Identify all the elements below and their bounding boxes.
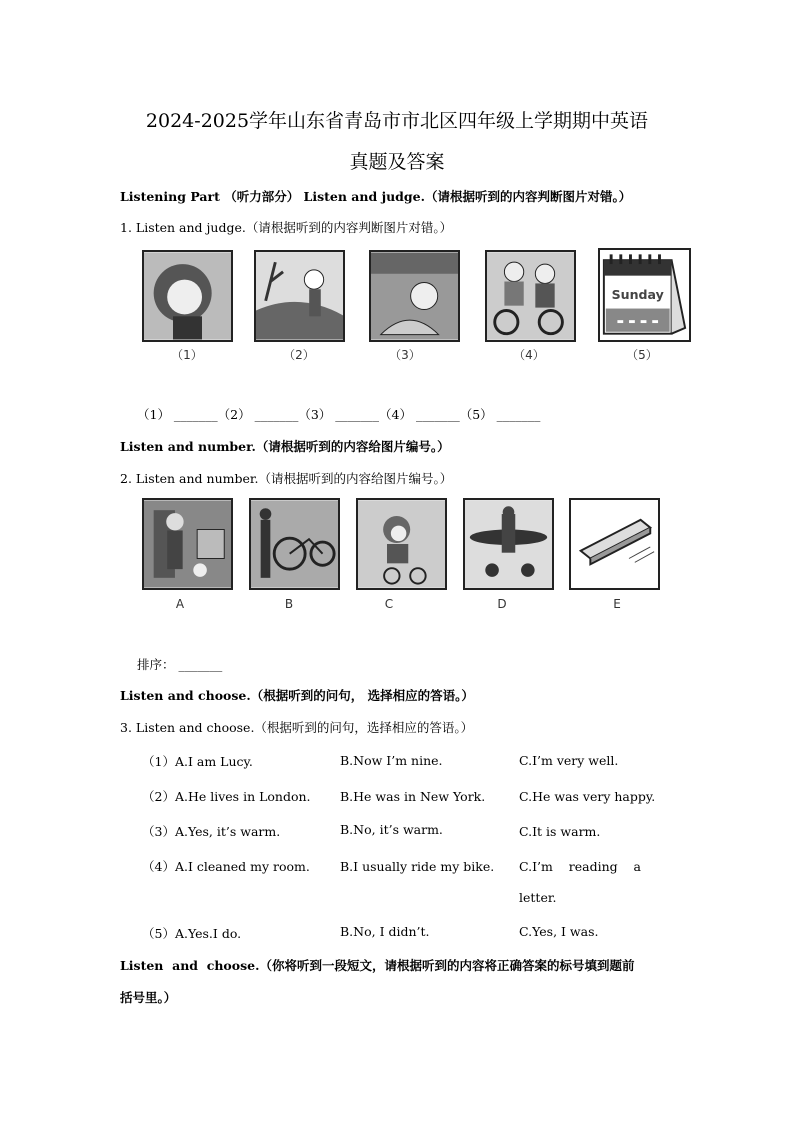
q1-answer-blanks: （1） _______（2） _______（3） _______（4） _______（5） _______ [137,407,541,422]
q2-prompt: 2. Listen and number.（请根据听到的内容给图片编号。） [120,471,453,486]
title-line-2: 真题及答案 [349,151,445,173]
q2-picture-c [356,498,447,590]
q2-label-b: B [284,597,294,611]
q3-row1-option-b: B.Now I’m nine. [340,753,443,768]
q2-picture-b [249,498,340,590]
q2-label-a: A [175,597,185,611]
q3-row4-option-c-continued: letter. [519,890,557,905]
q2-label-c: C [384,597,394,611]
q1-picture-5-calendar [598,248,691,342]
q1-picture-1 [142,250,233,342]
q1-label-1: （1） [171,348,203,362]
q3-row4-option-b: B.I usually ride my bike. [340,859,495,874]
q3-prompt: 3. Listen and choose.（根据听到的问句，选择相应的答语。） [120,720,474,735]
q1-picture-4 [485,250,576,342]
q3-row4-option-a: （4）A.I cleaned my room. [142,859,310,874]
section2-heading: Listen and number.（请根据听到的内容给图片编号。） [120,439,450,454]
q2-label-e: E [613,597,621,611]
q1-label-2: （2） [283,348,315,362]
section4-heading-line-1: Listen and choose.（你将听到一段短文，请根据听到的内容将正确答案的标号填到题前 [120,958,635,973]
q3-row5-option-b: B.No, I didn’t. [340,924,430,939]
q3-row1-option-c: C.I’m very well. [519,753,619,768]
q1-label-3: （3） [389,348,421,362]
q2-picture-a [142,498,233,590]
q3-row5-option-c: C.Yes, I was. [519,924,599,939]
q2-picture-e [569,498,660,590]
q3-row1-option-a: （1）A.I am Lucy. [142,754,253,769]
title-line-1: 2024-2025学年山东省青岛市市北区四年级上学期期中英语 [145,110,649,132]
q3-row4-option-c: C.I’m reading a [519,859,641,874]
q1-picture-3 [369,250,460,342]
q2-label-d: D [497,597,507,611]
q1-label-5: （5） [626,348,658,362]
section3-heading: Listen and choose.（根据听到的问句， 选择相应的答语。） [120,688,474,703]
q3-row2-option-b: B.He was in New York. [340,789,486,804]
q2-picture-d [463,498,554,590]
q1-prompt: 1. Listen and judge.（请根据听到的内容判断图片对错。） [120,220,453,235]
q3-row5-option-a: （5）A.Yes.I do. [142,926,242,941]
calendar-text: Sunday [611,286,664,302]
section4-heading-line-2: 括号里。） [120,990,177,1005]
q3-row3-option-a: （3）A.Yes, it’s warm. [142,824,281,839]
section1-heading: Listening Part （听力部分） Listen and judge.（请根据听到的内容判断图片对错。） [120,189,632,204]
q3-row3-option-c: C.It is warm. [519,824,601,839]
q1-label-4: （4） [513,348,545,362]
q3-row2-option-a: （2）A.He lives in London. [142,789,311,804]
q1-picture-2 [254,250,345,342]
q3-row2-option-c: C.He was very happy. [519,789,656,804]
q3-row3-option-b: B.No, it’s warm. [340,822,443,837]
q2-order-blank: 排序： _______ [137,657,223,672]
